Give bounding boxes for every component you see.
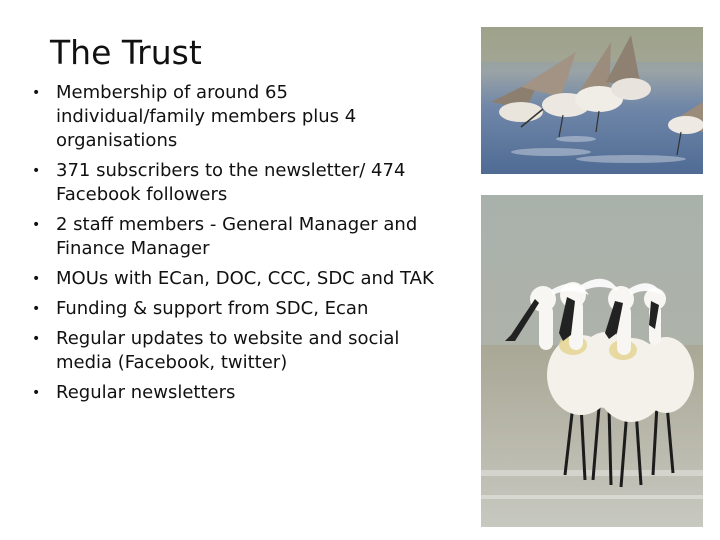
godwits-illustration: [481, 27, 703, 174]
bullet-item: [30, 381, 440, 405]
bullet-icon: •: [32, 271, 41, 287]
bullet-text: Regular updates to website and social media (Facebook, twitter): [56, 328, 400, 373]
bullet-item: [30, 213, 440, 261]
bullet-item: [30, 267, 440, 291]
spoonbills-illustration: [481, 195, 703, 527]
slide-title: The Trust: [50, 33, 202, 72]
bullet-item: [30, 297, 440, 321]
bullet-text: MOUs with ECan, DOC, CCC, SDC and TAK: [56, 268, 434, 289]
bullet-list: [30, 81, 440, 411]
bullet-item: [30, 81, 440, 153]
bullet-text: Regular newsletters: [56, 382, 236, 403]
bullet-item: [30, 327, 440, 375]
godwits-photo: [481, 27, 703, 174]
bullet-text: 2 staff members - General Manager and Finance Manager: [56, 214, 418, 259]
bullet-icon: •: [32, 85, 41, 101]
bullet-icon: •: [32, 331, 41, 347]
bullet-icon: •: [32, 385, 41, 401]
bullet-icon: •: [32, 301, 41, 317]
bullet-icon: •: [32, 217, 41, 233]
spoonbills-photo: [481, 195, 703, 527]
bullet-icon: •: [32, 163, 41, 179]
bullet-text: 371 subscribers to the newsletter/ 474 Facebook followers: [56, 160, 406, 205]
bullet-item: [30, 159, 440, 207]
bullet-text: Funding & support from SDC, Ecan: [56, 298, 369, 319]
bullet-text: Membership of around 65 individual/family members plus 4 organisations: [56, 82, 357, 151]
